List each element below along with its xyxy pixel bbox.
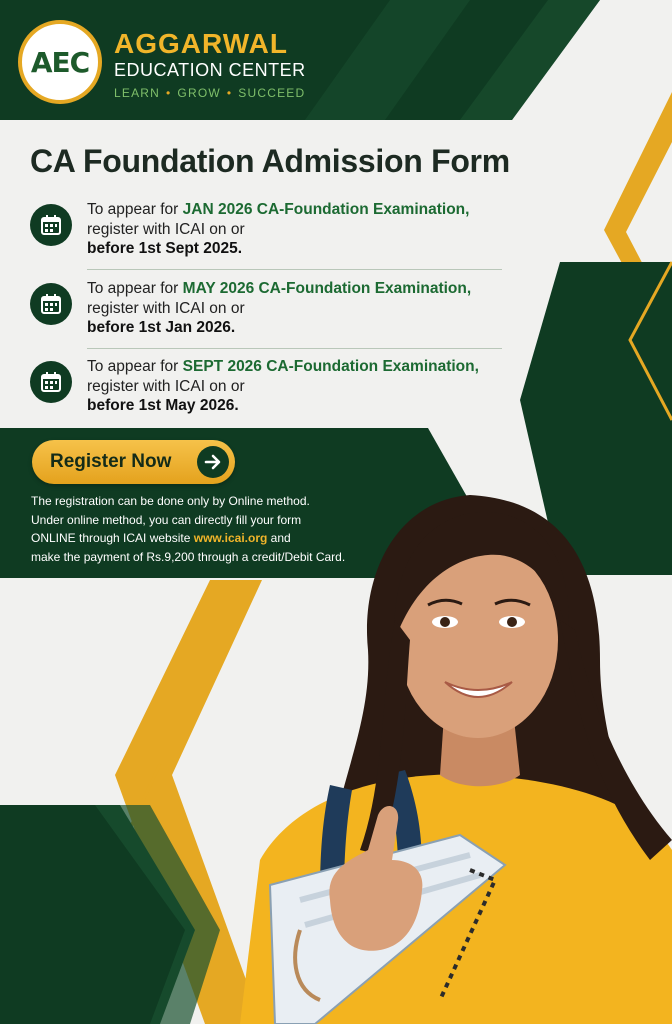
exam-item-jan-2026 [30, 200, 502, 270]
register-now-label: Register Now [50, 451, 172, 472]
calendar-icon [30, 361, 72, 403]
info-line: Under online method, you can directly fill your form [31, 512, 302, 527]
tagline-grow: GROW [177, 86, 221, 100]
exam-line2: register with ICAI on or [87, 299, 245, 317]
brand-name: AGGARWAL [114, 28, 288, 59]
exam-item-sept-2026 [30, 357, 502, 427]
info-text: ONLINE through ICAI website [31, 531, 194, 545]
exam-intro: To appear for [87, 358, 183, 375]
tagline-dot-icon: • [166, 86, 172, 100]
tagline-learn: LEARN [114, 86, 161, 100]
exam-deadline: before 1st May 2026. [87, 397, 239, 414]
tagline-dot-icon: • [226, 86, 233, 100]
icai-website-link[interactable]: www.icai.org [193, 531, 268, 545]
exam-intro: To appear for [87, 280, 183, 297]
registration-info [31, 492, 411, 566]
exam-line2: register with ICAI on or [87, 377, 245, 395]
exam-highlight: JAN 2026 CA-Foundation Examination, [182, 201, 470, 218]
page-title: CA Foundation Admission Form [30, 143, 510, 179]
tagline-succeed: SUCCEED [238, 86, 306, 100]
info-line: make the payment of Rs.9,200 through a credit/Debit Card. [31, 549, 346, 564]
exam-text [87, 279, 507, 338]
brand-subtitle: EDUCATION CENTER [114, 60, 306, 80]
exam-deadline: before 1st Jan 2026. [87, 319, 236, 336]
arrow-right-icon [197, 446, 229, 478]
exam-intro: To appear for [87, 201, 183, 218]
exam-highlight: MAY 2026 CA-Foundation Examination, [182, 280, 472, 297]
divider [87, 348, 502, 349]
brand-tagline [114, 86, 305, 100]
info-line [31, 529, 411, 548]
logo[interactable] [18, 20, 102, 104]
register-now-button[interactable] [32, 440, 235, 484]
divider [87, 269, 502, 270]
exam-highlight: SEPT 2026 CA-Foundation Examination, [182, 358, 479, 375]
exam-item-may-2026 [30, 279, 502, 349]
calendar-icon [30, 204, 72, 246]
info-text: and [267, 531, 291, 545]
exam-deadline: before 1st Sept 2025. [87, 240, 243, 257]
exam-line2: register with ICAI on or [87, 220, 245, 238]
logo-mark: AEC [30, 45, 90, 79]
exam-text [87, 357, 507, 416]
exam-text [87, 200, 507, 259]
info-line: The registration can be done only by Online method. [31, 494, 310, 508]
calendar-icon [30, 283, 72, 325]
